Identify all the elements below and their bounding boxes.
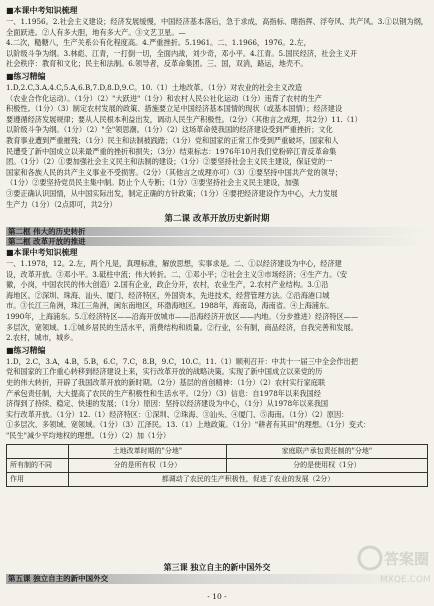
- text-line: 生产力（1分）（2点即可，共2分）: [6, 199, 117, 209]
- section-heading: ■本课中考知识梳理: [6, 6, 78, 15]
- text-line: 多层次，宽领域。1.①城乡居民的生活水平，消费结构和质量。②行业，公有制，商品经济，自我完善和发展。: [6, 322, 358, 332]
- text-line: 海地区。②深圳、珠海、汕头、厦门、经济特区，外国资本，先进技术，经营管理方法。②沿海港口城: [6, 290, 330, 300]
- text-line: ①多层次、多领域、宽领域。（1分）（3）江泽民。13.（1）上地政策。（1分）"耕者有其田"的理想。（1分）变式：: [6, 420, 371, 430]
- text-line: "民生"减少平均地权的理想。（1分）（2）加（1分）: [6, 431, 171, 440]
- next-lesson-band: 第五课 独立自主的新中国外交: [6, 574, 428, 584]
- text-line: 1.D,2.C,3.A,4.C,5.A,6.B,7.D,8.D,9.C。10.（1）土地改革。（1分）对农业的社会主义改造: [6, 82, 303, 92]
- text-line: 设，改革开放。③邓小平。3.砥柱中流；伟大转折。二、①邓小平；②社会主义③市场经济；④生产力。（安: [6, 269, 348, 279]
- table-row-head: 作用: [7, 472, 69, 486]
- text-line: 1.D，2.C，3.A，4.B，5.B，6.C，7.C，8.B，9.C，10.C。11.（1）顺利召开：中共十一届三中全会作出把: [6, 356, 358, 366]
- comparison-table: [6, 444, 428, 487]
- table-header-cell: 家庭联产承包责任制的"分地": [226, 444, 427, 458]
- text-line: 民遭受了新中国成立以来最严重的挫折和损失；（3分）结束标志：1976年10月我们党粉碎江青反革命集: [6, 146, 337, 156]
- text-line: 要遵循经济发展规律；要从人民根本利益出发，调动人民生产积极性。（2分）（其他言之成理，共2分）11.（1）: [6, 114, 362, 124]
- text-line: 社会秩序：教育和文化；民主和法制。6.领导者，反革命集团。三、国，双消，路运，地壳不。: [6, 59, 308, 69]
- subsection-band: 第二框 伟大的历史转折: [6, 227, 428, 236]
- practice-answers-1: [6, 71, 428, 210]
- practice-answers-2: [6, 345, 428, 442]
- knowledge-summary-2: [6, 247, 428, 344]
- table-cell: 分的是使用权（1分）: [226, 458, 427, 472]
- text-line: 团。（1分）（2）①要加强社会主义民主和法制的建设；（1分）②要坚持社会主义民主建设，保证党的一: [6, 157, 333, 167]
- text-line: 一、1.1978，12。2.左，两个凡是，真理标准，解放思想，实事求是。二、①以经济建设为中心，经济建: [6, 259, 342, 269]
- text-line: 2.农村，城市，城乡。: [6, 333, 78, 343]
- table-cell: 都调动了农民的生产积极性，促进了农业的发展（2分）: [69, 472, 428, 486]
- text-line: 教育事业遭到严重摧残；（1分）民主和法制被践踏；（1分）党和国家的正常工作受到严重破坏，国家和人: [6, 135, 339, 145]
- text-line: 产承包责任制，大大提高了农民的生产积极性和生活水平。（2分）（3）信息：自1978年以来我国经: [6, 388, 321, 398]
- text-line: （农业合作化运动）。（1分）（2）"大跃进"（1分）和农村人民公社化运动（1分）违背了农村的生产: [6, 93, 322, 103]
- watermark-sub: MXQE.COM: [380, 575, 430, 585]
- text-line: 一、1.1956。2.社会主义建设；经济发展缓慢，中国经济基本落后，急于求成，高指标、瞎指挥、浮夸风、共产风。3.①以钢为纲，全面跃进。②人有多大胆，地有多大产。③文艺卫星。—: [6, 17, 428, 37]
- text-line: ③要正确认识国情，从中国实际出发，制定正确的方针政策；（1分）④要把经济建设作为中心，大力发展: [6, 188, 338, 198]
- watermark-icon: [356, 540, 430, 590]
- text-line: 以阶级斗争为纲。3.林彪、江青，一打倒一切，全面内战，刘少奇，邓小平。4.江青。5.国民经济，社会主义开: [6, 48, 358, 58]
- table-row: [7, 458, 428, 472]
- section-heading: ■练习精编: [6, 71, 46, 81]
- section-heading: ■练习精编: [6, 345, 46, 355]
- table-cell: [7, 444, 69, 458]
- text-line: 济得到了持续、稳定、快速的发展；（1分）原因：坚持以经济建设为中心，（1分）从1978年以来我国: [6, 399, 329, 409]
- watermark-text: 答案圈: [384, 550, 430, 568]
- page-number: - 10 -: [207, 592, 227, 601]
- watermark-logo: [356, 540, 430, 590]
- text-line: 积极性。（1分）（3）制定农村发展的政策、措施要立足中国经济基本国情的现状（或基本国情）；经济建设: [6, 104, 343, 114]
- knowledge-summary-1: [6, 5, 428, 70]
- lesson-title: 第二课 改革开放历史新时期: [164, 214, 270, 225]
- next-lesson-title: 第三课 独立自主的新中国外交: [163, 563, 271, 572]
- table-header-cell: 土地改革时期的"分地": [69, 444, 227, 458]
- table-row-head: 所有制的不同: [7, 458, 69, 472]
- subsection-band: 第二框 改革开放的推进: [6, 237, 428, 246]
- text-line: 党和国家的工作重心转移到经济建设上来，实行改革开放的战略决策。实现了新中国成立以来党的历: [6, 367, 323, 377]
- text-line: 4.二次，糙糖八，生产关系公有化程度高。4.严重挫折。5.1961。二、1.1966，1976。2.左，: [6, 38, 311, 48]
- table-row: [7, 472, 428, 486]
- text-line: 国家和各族人民的共产主义事业不受损害。（2分）（其他言之成理亦可）（3）①要坚持中国共产党的领导；: [6, 167, 343, 177]
- table-cell: 分的是所有权（1分）: [69, 458, 227, 472]
- text-line: 以阶级斗争为纲。（1分）（2）"全"领思潮。（1分）（2）这场革命使我国的经济建设受到严重挫折；文化: [6, 125, 333, 135]
- section-heading: ■本课中考知识梳理: [6, 248, 78, 258]
- text-line: 实行改革开放。（1分）12.（1）经济特区：①深圳、②珠海、③汕头、④厦门、⑤海南。（1分）（2）原因：: [6, 409, 349, 419]
- text-line: 1990年，上海浦东。5.①经济特区——沿海开放城市——沿海经济开放区——内地。（分步推进）经济特区——: [6, 312, 359, 322]
- text-line: 徽，小岗，中国农民的伟大创造）2.国有企业，政企分开，农村，农业生产，2.农村产业结构。3.①沿: [6, 280, 329, 290]
- text-line: （1分）②要坚持党员民主集中制。防止个人专断；（1分）③要坚持社会主义民主建设，加强: [6, 178, 300, 188]
- text-line: 史的伟大转折，开辟了我国改革开放的新时期。（2分）基层的首创精神：（1分）（2）农村实行家庭联: [6, 378, 326, 388]
- text-line: 市。③长江三角洲，珠江三角洲，闽东南地区，环渤海地区。1988年，海南岛，海南省。④上海浦东。: [6, 301, 334, 311]
- table-header-row: [7, 444, 428, 458]
